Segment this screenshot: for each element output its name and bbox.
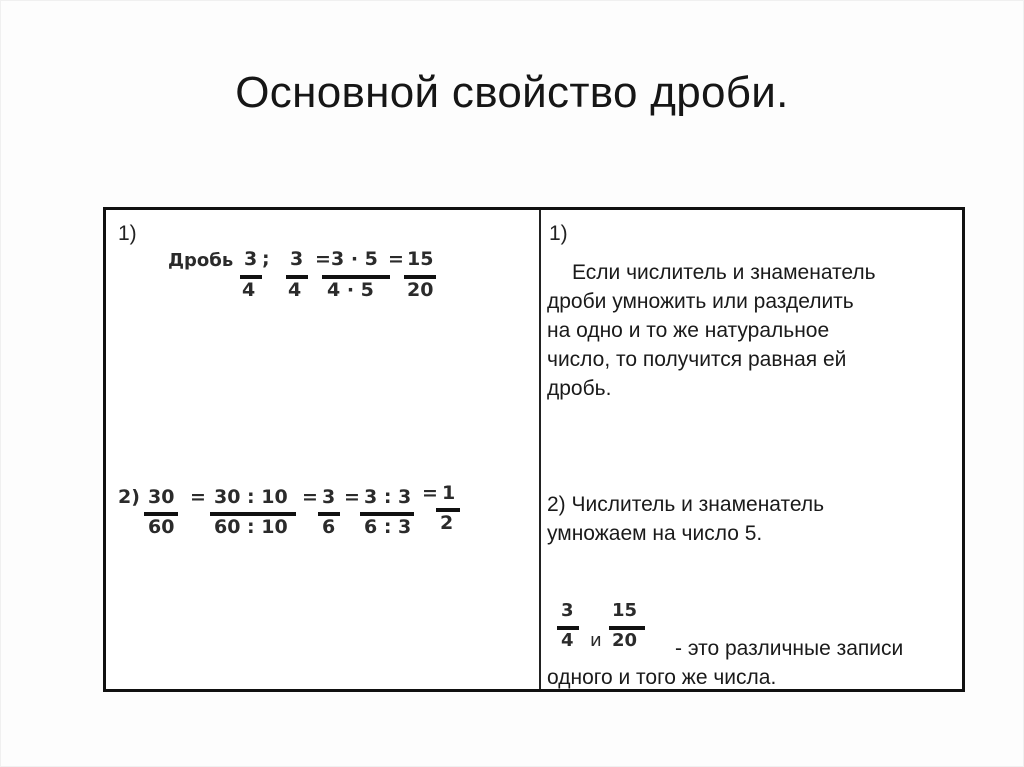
- slide-title: Основной свойство дроби.: [235, 68, 789, 117]
- fa-num: 3: [561, 600, 574, 621]
- ex2-eq4: =: [422, 482, 438, 504]
- ex2-eq3: =: [344, 486, 360, 508]
- note-paragraph: [547, 490, 824, 548]
- fa-den: 4: [561, 630, 574, 651]
- ex2-f4-den: 6 : 3: [364, 516, 412, 538]
- rule-line: дроби умножить или разделить: [547, 290, 854, 313]
- equivalence-line: - это различные записи: [675, 637, 904, 660]
- ex2-eq1: =: [190, 486, 206, 508]
- rule-line: число, то получится равная ей: [547, 348, 847, 371]
- left-item-1-number: 1): [118, 222, 137, 245]
- ex2-f4-num: 3 : 3: [364, 486, 412, 508]
- fb-num: 15: [612, 600, 638, 621]
- note-line: умножаем на число 5.: [547, 522, 763, 545]
- ex1-f3-den: 4 · 5: [327, 279, 374, 301]
- rule-line: на одно и то же натуральное: [547, 319, 830, 342]
- right-item-1-number: 1): [549, 222, 568, 245]
- fb-den: 20: [612, 630, 638, 651]
- ex1-f1-num: 3: [244, 248, 258, 270]
- rule-line: дробь.: [547, 377, 612, 400]
- ex1-f4-num: 15: [407, 248, 434, 270]
- word-drob: Дробь: [168, 250, 234, 271]
- ex2-eq2: =: [302, 486, 318, 508]
- ex1-f3-num: 3 · 5: [331, 248, 378, 270]
- ex1-f4-den: 20: [407, 279, 434, 301]
- equivalence-paragraph: [547, 634, 903, 692]
- ex1-eq2: =: [388, 248, 404, 270]
- left-item-2-number: 2): [118, 486, 140, 508]
- ex1-f2-num: 3: [290, 248, 304, 270]
- ex2-f3-num: 3: [322, 486, 336, 508]
- column-divider: [539, 210, 541, 689]
- ex1-f1-den: 4: [242, 279, 256, 301]
- note-line: 2) Числитель и знаменатель: [547, 493, 825, 516]
- ex2-f1-den: 60: [148, 516, 175, 538]
- ex2-f5-num: 1: [442, 482, 456, 504]
- and-word: и: [590, 630, 602, 651]
- ex2-f2-den: 60 : 10: [214, 516, 288, 538]
- rule-paragraph: [547, 258, 876, 403]
- ex1-f2-den: 4: [288, 279, 302, 301]
- ex2-f5-den: 2: [440, 512, 454, 534]
- ex2-f3-den: 6: [322, 516, 336, 538]
- ex1-separator: ;: [262, 248, 270, 270]
- content-table: [103, 207, 965, 692]
- equivalence-line: одного и того же числа.: [547, 666, 777, 689]
- ex1-eq1: =: [315, 248, 331, 270]
- ex2-f2-num: 30 : 10: [214, 486, 288, 508]
- rule-line: Если числитель и знаменатель: [572, 261, 876, 284]
- ex2-f1-num: 30: [148, 486, 175, 508]
